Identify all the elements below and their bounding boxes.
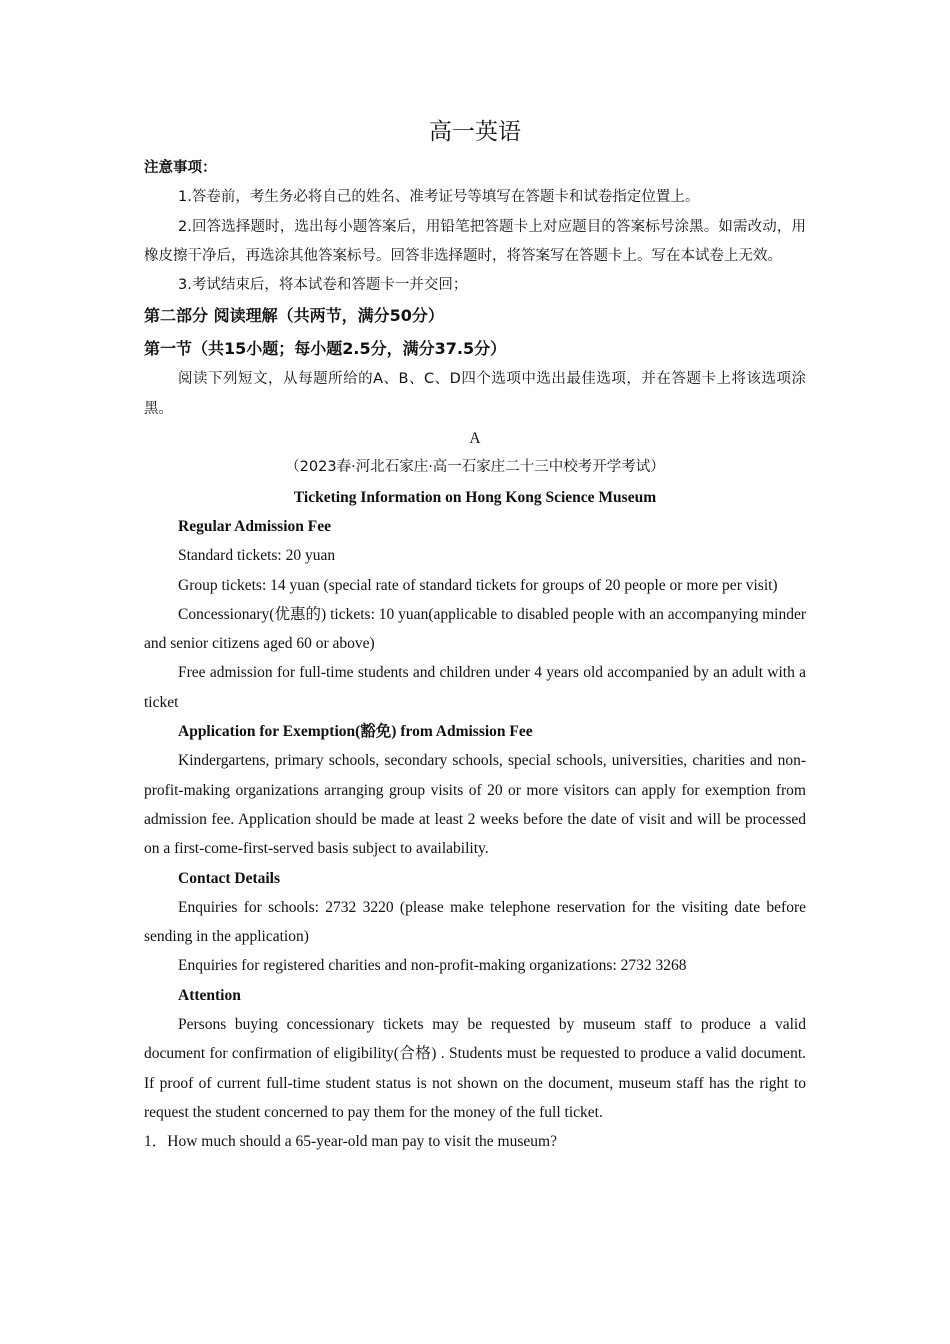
contact-schools: Enquiries for schools: 2732 3220 (please make telephone reservation for the visiting date before sending in the application) xyxy=(144,898,806,946)
instructions: 阅读下列短文，从每题所给的A、B、C、D四个选项中选出最佳选项，并在答题卡上将该选项涂黑。 xyxy=(144,371,806,417)
free-admission: Free admission for full-time students and children under 4 years old accompanied by an adult with a ticket xyxy=(144,664,806,711)
notice-heading: 注意事项： xyxy=(144,160,217,176)
contact-heading: Contact Details xyxy=(178,869,281,887)
passage-title: Ticketing Information on Hong Kong Science Museum xyxy=(293,488,657,506)
section-heading: 第一节（共15小题；每小题2.5分，满分37.5分） xyxy=(144,338,507,358)
page-title: 高一英语 xyxy=(429,119,521,145)
exemption-heading: Application for Exemption(豁免) from Admission Fee xyxy=(178,723,533,741)
regular-fee-heading: Regular Admission Fee xyxy=(178,517,331,535)
attention-text: Persons buying concessionary tickets may be requested by museum staff to produce a valid document for confirmation of eligibility(合格) . Students must be requested to produce a valid document. If proof of current full-time student status is not shown on the document, museum staff has the right to request the student concerned to pay them for the money of the full ticket. xyxy=(144,1016,806,1121)
concessionary-tickets: Concessionary(优惠的) tickets: 10 yuan(applicable to disabled people with an accompanying minder and senior citizens aged 60 or above) xyxy=(144,605,806,653)
passage-label: A xyxy=(469,430,481,448)
exam-page xyxy=(144,112,806,1157)
passage-source: （2023春·河北石家庄·高一石家庄二十三中校考开学考试） xyxy=(285,459,665,476)
group-tickets: Group tickets: 14 yuan (special rate of standard tickets for groups of 20 people or more per visit) xyxy=(178,576,778,594)
notice-item-3: 3.考试结束后，将本试卷和答题卡一并交回； xyxy=(178,277,468,294)
notice-item-1: 1.答卷前，考生务必将自己的姓名、准考证号等填写在答题卡和试卷指定位置上。 xyxy=(178,189,700,206)
question-1: 1．How much should a 65-year-old man pay to visit the museum? xyxy=(144,1133,557,1151)
contact-charities: Enquiries for registered charities and non-profit-making organizations: 2732 3268 xyxy=(178,957,687,975)
notice-item-2: 2.回答选择题时，选出每小题答案后，用铅笔把答题卡上对应题目的答案标号涂黑。如需改动，用橡皮擦干净后，再选涂其他答案标号。回答非选择题时，将答案写在答题卡上。写在本试卷上无效。 xyxy=(144,218,806,264)
standard-tickets: Standard tickets: 20 yuan xyxy=(178,547,336,565)
attention-heading: Attention xyxy=(178,986,241,1004)
exemption-text: Kindergartens, primary schools, secondary schools, special schools, universities, charities and non-profit-making organizations arranging group visits of 20 or more visitors can apply for exemption from admission fee. Application should be made at least 2 weeks before the date of visit and will be processed on a first-come-first-served basis subject to availability. xyxy=(144,752,806,858)
part-heading: 第二部分 阅读理解（共两节，满分50分） xyxy=(144,306,444,326)
